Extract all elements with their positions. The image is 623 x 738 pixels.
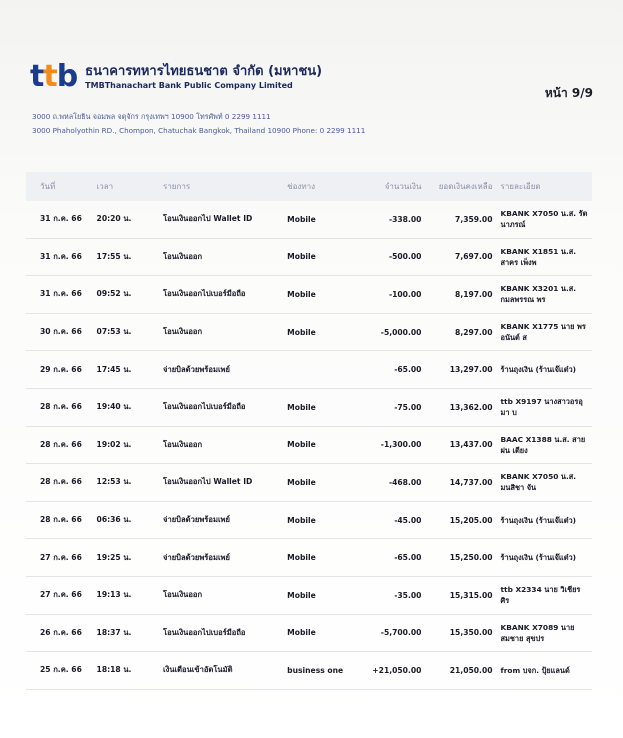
row-detail: ttb X2334 นาย วิเชียร ศิร (497, 576, 592, 614)
row-channel: Mobile (283, 539, 358, 577)
row-date: 27 ก.ค. 66 (26, 539, 93, 577)
row-amount: -45.00 (358, 501, 426, 539)
table-header (26, 172, 592, 201)
row-detail: KBANK X3201 น.ส. กมลพรรณ พร (497, 276, 592, 314)
row-description: โอนเงินออก (159, 313, 283, 351)
header-amount: จำนวนเงิน (384, 182, 422, 191)
row-balance: 13,362.00 (425, 388, 496, 426)
row-date: 31 ก.ค. 66 (26, 238, 93, 276)
row-date: 26 ก.ค. 66 (26, 614, 93, 652)
page-number: หน้า 9/9 (544, 86, 593, 100)
row-description: โอนเงินออก (159, 426, 283, 464)
row-channel: Mobile (283, 464, 358, 502)
row-time: 12:53 น. (93, 464, 159, 502)
row-amount: -35.00 (358, 576, 426, 614)
table-row (26, 501, 592, 539)
transaction-table (26, 172, 592, 690)
row-date: 28 ก.ค. 66 (26, 426, 93, 464)
row-description: โอนเงินออกไป Wallet ID (159, 464, 283, 502)
row-balance: 13,437.00 (425, 426, 496, 464)
row-time: 17:45 น. (93, 351, 159, 389)
ttb-logo: ttb (30, 59, 78, 94)
table-row (26, 238, 592, 276)
row-detail: from บจก. ปุ้ยแลนด์ (497, 652, 592, 690)
table-row (26, 201, 592, 238)
row-detail: KBANK X1851 น.ส. สาคร เพ็งพ (497, 238, 592, 276)
row-description: โอนเงินออกไปเบอร์มือถือ (159, 614, 283, 652)
table-row (26, 351, 592, 389)
bank-name-th: ธนาคารทหารไทยธนชาต จำกัด (มหาชน) (85, 63, 323, 79)
row-date: 30 ก.ค. 66 (26, 313, 93, 351)
row-balance: 21,050.00 (425, 652, 496, 690)
row-time: 19:25 น. (93, 539, 159, 577)
row-amount: -75.00 (358, 388, 426, 426)
table-row (26, 313, 592, 351)
row-detail: KBANK X7050 น.ส. รัตนาภรณ์ (497, 201, 592, 238)
row-time: 18:18 น. (93, 652, 159, 690)
table-row (26, 539, 592, 577)
row-channel: Mobile (283, 238, 358, 276)
row-time: 07:53 น. (93, 313, 159, 351)
row-amount: -100.00 (358, 276, 426, 314)
table-row (26, 464, 592, 502)
row-balance: 8,297.00 (425, 313, 496, 351)
row-amount: +21,050.00 (358, 652, 426, 690)
bank-name-en: TMBThanachart Bank Public Company Limited (85, 80, 293, 90)
table-row (26, 426, 592, 464)
row-channel: Mobile (283, 614, 358, 652)
row-date: 31 ก.ค. 66 (26, 276, 93, 314)
bank-address (32, 110, 365, 138)
bank-header (30, 59, 323, 94)
address-en: 3000 Phaholyothin RD., Chompon, Chatuchak Bangkok, Thailand 10900 Phone: 0 2299 1111 (32, 126, 366, 135)
row-amount: -5,000.00 (358, 313, 426, 351)
row-time: 17:55 น. (93, 238, 159, 276)
row-description: โอนเงินออก (159, 238, 283, 276)
row-balance: 7,359.00 (425, 201, 496, 238)
row-detail: KBANK X7089 นาย สมชาย สุขปร (497, 614, 592, 652)
row-amount: -338.00 (358, 201, 426, 238)
row-description: เงินเดือนเข้าอัตโนมัติ (159, 652, 283, 690)
row-date: 25 ก.ค. 66 (26, 652, 93, 690)
row-date: 29 ก.ค. 66 (26, 351, 93, 389)
bank-names (85, 64, 322, 91)
row-date: 28 ก.ค. 66 (26, 501, 93, 539)
row-balance: 13,297.00 (425, 351, 496, 389)
row-date: 28 ก.ค. 66 (26, 388, 93, 426)
header-channel: ช่องทาง (287, 182, 315, 191)
row-description: โอนเงินออกไปเบอร์มือถือ (159, 276, 283, 314)
row-description: จ่ายบิลด้วยพร้อมเพย์ (159, 501, 283, 539)
row-date: 31 ก.ค. 66 (26, 201, 93, 238)
row-time: 18:37 น. (93, 614, 159, 652)
row-channel: Mobile (283, 426, 358, 464)
header-time: เวลา (96, 182, 114, 191)
row-detail: KBANK X1775 นาย พรอนันต์ ส (497, 313, 592, 351)
table-row (26, 276, 592, 314)
row-channel: Mobile (283, 201, 358, 238)
row-balance: 14,737.00 (425, 464, 496, 502)
row-amount: -468.00 (358, 464, 426, 502)
header-detail: รายละเอียด (500, 182, 541, 191)
row-detail: BAAC X1388 น.ส. สายฝน เตียง (497, 426, 592, 464)
row-balance: 15,205.00 (425, 501, 496, 539)
row-detail: ร้านถุงเงิน (ร้านเจ๊แต๋ว) (497, 501, 592, 539)
row-channel: Mobile (283, 276, 358, 314)
row-amount: -500.00 (358, 238, 426, 276)
table-row (26, 576, 592, 614)
row-time: 06:36 น. (93, 501, 159, 539)
row-channel (283, 351, 358, 389)
row-balance: 7,697.00 (425, 238, 496, 276)
row-time: 19:02 น. (93, 426, 159, 464)
table-row (26, 652, 592, 690)
row-balance: 15,350.00 (425, 614, 496, 652)
row-description: โอนเงินออก (159, 576, 283, 614)
row-description: โอนเงินออกไป Wallet ID (159, 201, 283, 238)
row-amount: -5,700.00 (358, 614, 426, 652)
row-date: 28 ก.ค. 66 (26, 464, 93, 502)
row-time: 19:13 น. (93, 576, 159, 614)
row-amount: -65.00 (358, 351, 426, 389)
row-time: 20:20 น. (93, 201, 159, 238)
header-date: วันที่ (40, 182, 56, 191)
header-description: รายการ (163, 182, 191, 191)
header-balance: ยอดเงินคงเหลือ (438, 182, 493, 191)
table-header-row (26, 172, 592, 201)
row-description: จ่ายบิลด้วยพร้อมเพย์ (159, 351, 283, 389)
table-row (26, 388, 592, 426)
row-detail: ร้านถุงเงิน (ร้านเจ๊แต๋ว) (497, 351, 592, 389)
table-row (26, 614, 592, 652)
row-balance: 8,197.00 (425, 276, 496, 314)
row-amount: -1,300.00 (358, 426, 426, 464)
row-balance: 15,250.00 (425, 539, 496, 577)
row-channel: business one (283, 652, 358, 690)
row-detail: ttb X9197 นางสาวอรอุมา บ (497, 388, 592, 426)
address-th: 3000 ถ.พหลโยธิน จอมพล จตุจักร กรุงเทพฯ 10900 โทรศัพท์ 0 2299 1111 (32, 112, 271, 121)
row-time: 19:40 น. (93, 388, 159, 426)
row-channel: Mobile (283, 501, 358, 539)
row-channel: Mobile (283, 388, 358, 426)
row-description: โอนเงินออกไปเบอร์มือถือ (159, 388, 283, 426)
row-amount: -65.00 (358, 539, 426, 577)
row-description: จ่ายบิลด้วยพร้อมเพย์ (159, 539, 283, 577)
row-detail: KBANK X7050 น.ส. มนสิชา จัน (497, 464, 592, 502)
row-balance: 15,315.00 (425, 576, 496, 614)
row-channel: Mobile (283, 576, 358, 614)
row-time: 09:52 น. (93, 276, 159, 314)
table-body (26, 201, 592, 689)
row-date: 27 ก.ค. 66 (26, 576, 93, 614)
row-detail: ร้านถุงเงิน (ร้านเจ๊แต๋ว) (497, 539, 592, 577)
row-channel: Mobile (283, 313, 358, 351)
